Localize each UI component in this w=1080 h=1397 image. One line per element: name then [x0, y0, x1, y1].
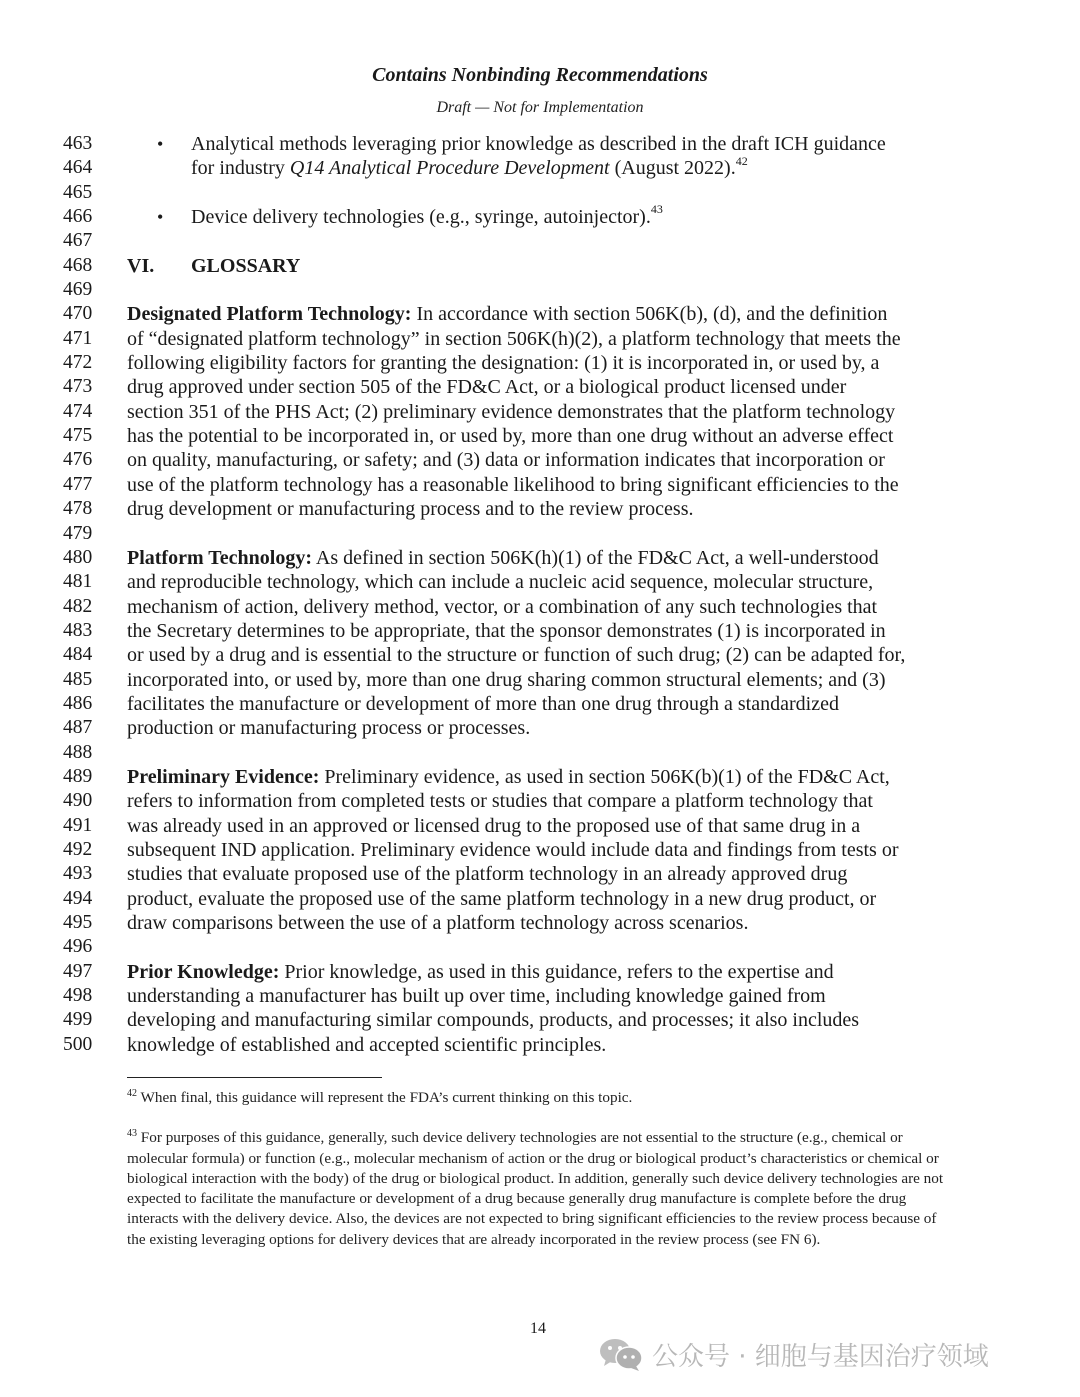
- text-run: subsequent IND application. Preliminary evidence would include data and findings from tests or: [127, 838, 899, 861]
- section-number: VI.: [127, 254, 155, 277]
- text-run: Analytical methods leveraging prior knowledge as described in the draft ICH guidance: [191, 133, 886, 155]
- line-text: [127, 302, 887, 326]
- line-text: [127, 424, 893, 448]
- bullet-icon: •: [157, 207, 164, 228]
- text-run: following eligibility factors for granting the designation: (1) it is incorporated in, or used by, a: [127, 352, 880, 375]
- text-run: (August 2022).: [609, 157, 736, 180]
- document-header-subtitle: Draft — Not for Implementation: [436, 99, 644, 116]
- document-line: [0, 643, 1080, 667]
- text-run: mechanism of action, delivery method, vector, or a combination of any such technologies that: [127, 595, 878, 618]
- line-number: 471: [63, 327, 93, 349]
- line-text: [127, 765, 890, 789]
- line-number: 463: [63, 133, 93, 154]
- text-run: use of the platform technology has a reasonable likelihood to bring significant efficiencies to the: [127, 473, 899, 496]
- footnote: [127, 1128, 957, 1250]
- line-number: 490: [63, 790, 93, 812]
- document-line: [0, 887, 1080, 911]
- line-number: 469: [63, 279, 93, 301]
- line-text: [127, 814, 860, 838]
- glossary-term: Designated Platform Technology:: [127, 303, 412, 326]
- line-text: [127, 1033, 606, 1057]
- line-text: [127, 716, 530, 740]
- document-line: [0, 132, 1080, 156]
- document-line: [0, 497, 1080, 521]
- document-line: [0, 327, 1080, 351]
- line-number: 497: [63, 960, 93, 982]
- footnote-reference[interactable]: 42: [735, 153, 748, 168]
- footnote-mark: 42: [127, 1087, 137, 1099]
- document-line: [0, 814, 1080, 838]
- text-run: Prior knowledge, as used in this guidance, refers to the expertise and: [279, 960, 834, 983]
- line-number: 500: [63, 1033, 93, 1055]
- footnote-reference[interactable]: 43: [650, 202, 663, 217]
- line-text: [191, 132, 886, 156]
- text-run: the Secretary determines to be appropriate, that the sponsor demonstrates (1) is incorporated in: [127, 619, 886, 642]
- text-run: for industry: [191, 157, 290, 180]
- document-line: [0, 302, 1080, 326]
- line-number: 489: [63, 765, 93, 787]
- document-line: [0, 351, 1080, 375]
- watermark: [598, 1336, 989, 1372]
- line-number: 483: [63, 619, 93, 641]
- glossary-term: Prior Knowledge:: [127, 960, 280, 983]
- line-number: 475: [63, 425, 93, 447]
- text-run: or used by a drug and is essential to the structure or function of such drug; (2) can be adapted for,: [127, 644, 906, 667]
- document-line: [0, 546, 1080, 570]
- footnotes: [127, 1088, 957, 1270]
- line-number: 476: [63, 449, 93, 471]
- line-text: [127, 546, 879, 570]
- line-text: [127, 375, 846, 399]
- line-number: 484: [63, 644, 93, 666]
- document-line: [0, 181, 1080, 205]
- document-line: [0, 570, 1080, 594]
- text-run: understanding a manufacturer has built up over time, including knowledge gained from: [127, 985, 826, 1008]
- line-number: 485: [63, 668, 93, 690]
- line-text: [127, 643, 905, 667]
- text-run: and reproducible technology, which can include a nucleic acid sequence, molecular structure,: [127, 571, 874, 594]
- text-run: Preliminary evidence, as used in section 506K(b)(1) of the FD&C Act,: [319, 765, 890, 788]
- document-line: [0, 741, 1080, 765]
- line-number: 470: [63, 303, 93, 325]
- line-number: 492: [63, 838, 93, 860]
- section-title: GLOSSARY: [191, 254, 301, 277]
- text-run: incorporated into, or used by, more than one drug sharing common structural elements; and (3): [127, 668, 886, 691]
- line-text: [127, 448, 885, 472]
- line-number: 465: [63, 181, 93, 203]
- line-text: [127, 351, 879, 375]
- line-text: [191, 153, 748, 180]
- bullet-icon: •: [157, 134, 164, 154]
- line-text: [127, 327, 901, 351]
- document-line: [0, 911, 1080, 935]
- text-run: As defined in section 506K(h)(1) of the FD&C Act, a well-understood: [312, 546, 879, 569]
- text-run: studies that evaluate proposed use of the platform technology in an already approved drug: [127, 863, 848, 886]
- line-text: [127, 862, 847, 886]
- line-number: 472: [63, 352, 93, 374]
- line-number: 480: [63, 546, 93, 568]
- document-line: [0, 619, 1080, 643]
- text-run: drug development or manufacturing process and to the review process.: [127, 498, 694, 521]
- line-text: [127, 619, 886, 643]
- document-line: [0, 424, 1080, 448]
- document-line: [0, 984, 1080, 1008]
- text-run: section 351 of the PHS Act; (2) preliminary evidence demonstrates that the platform technology: [127, 400, 896, 423]
- line-text: [127, 497, 693, 521]
- document-line: [0, 375, 1080, 399]
- document-line: [0, 716, 1080, 740]
- line-number: 487: [63, 717, 93, 739]
- document-header-title: Contains Nonbinding Recommendations: [372, 64, 708, 86]
- line-number: 491: [63, 814, 93, 836]
- line-text: [127, 984, 826, 1008]
- document-line: [0, 668, 1080, 692]
- line-number: 474: [63, 400, 93, 422]
- text-run: on quality, manufacturing, or safety; and (3) data or information indicates that incorporation or: [127, 449, 885, 472]
- line-number: 477: [63, 473, 93, 495]
- line-number: 479: [63, 522, 93, 544]
- line-number: 468: [63, 254, 93, 276]
- document-line: [0, 473, 1080, 497]
- document-line: [0, 935, 1080, 959]
- line-number: 496: [63, 936, 93, 958]
- line-text: [127, 960, 834, 984]
- line-text: [127, 1008, 859, 1032]
- text-run: Device delivery technologies (e.g., syringe, autoinjector).: [191, 206, 651, 229]
- document-line: [0, 400, 1080, 424]
- glossary-term: Preliminary Evidence:: [127, 765, 320, 788]
- text-run: was already used in an approved or licensed drug to the proposed use of that same drug in a: [127, 814, 861, 837]
- footnote-text: When final, this guidance will represent the FDA’s current thinking on this topic.: [137, 1089, 633, 1106]
- line-number: 493: [63, 863, 93, 885]
- line-number: 495: [63, 912, 93, 933]
- document-line: [0, 789, 1080, 813]
- text-run: In accordance with section 506K(b), (d), and the definition: [411, 303, 888, 326]
- document-line: [0, 522, 1080, 546]
- document-line: [0, 1033, 1080, 1057]
- footnote: [127, 1088, 957, 1108]
- watermark-text: 公众号 · 细胞与基因治疗领域: [652, 1341, 989, 1372]
- footnote-text: For purposes of this guidance, generally, such device delivery technologies are not essential to the structure (e.g., chemical or molecular formula) or function (e.g., molecular mechanism of action or the drug or biological product’s characteristics or chemical or biological interaction with the body) of the drug or biological product. In addition, generally such device delivery technologies are not expected to facilitate the manufacture or development of a drug because generally drug manufacture is complete before the drug interacts with the delivery device. Also, the devices are not expected to bring significant efficiencies to the review process because of the existing leveraging options for delivery devices that are already incorporated in the review process (see FN 6).: [127, 1129, 944, 1248]
- document-line: [0, 448, 1080, 472]
- line-text: [127, 570, 873, 594]
- line-number: 481: [63, 571, 93, 593]
- footnote-divider: [127, 1077, 382, 1078]
- document-line: [0, 254, 1080, 278]
- text-run: knowledge of established and accepted scientific principles.: [127, 1033, 607, 1056]
- line-text: [127, 668, 886, 692]
- text-run: has the potential to be incorporated in, or used by, more than one drug without an adverse effect: [127, 425, 894, 448]
- line-number: 499: [63, 1009, 93, 1031]
- line-text: [127, 595, 877, 619]
- text-run: drug approved under section 505 of the FD&C Act, or a biological product licensed under: [127, 376, 847, 399]
- document-line: [0, 202, 1080, 229]
- document-line: [0, 153, 1080, 180]
- line-number: 488: [63, 741, 93, 763]
- text-run: draw comparisons between the use of a platform technology across scenarios.: [127, 912, 749, 934]
- document-line: [0, 595, 1080, 619]
- line-number: 482: [63, 595, 93, 617]
- line-number: 486: [63, 692, 93, 714]
- wechat-icon: [598, 1337, 644, 1371]
- line-number: 467: [63, 230, 93, 252]
- document-line: [0, 765, 1080, 789]
- line-text: [191, 202, 663, 229]
- line-text: [127, 789, 873, 813]
- line-text: [127, 887, 876, 911]
- footnote-mark: 43: [127, 1128, 137, 1140]
- text-run: production or manufacturing process or processes.: [127, 717, 531, 740]
- document-line: [0, 862, 1080, 886]
- document-line: [0, 278, 1080, 302]
- line-number: 478: [63, 498, 93, 520]
- numbered-lines: [0, 132, 1080, 1057]
- document-line: [0, 229, 1080, 253]
- line-text: [127, 473, 899, 497]
- line-number: 498: [63, 985, 93, 1007]
- text-run: facilitates the manufacture or development of more than one drug through a standardized: [127, 692, 839, 715]
- text-run: product, evaluate the proposed use of the same platform technology in a new drug product, or: [127, 887, 877, 910]
- document-line: [0, 1008, 1080, 1032]
- glossary-term: Platform Technology:: [127, 546, 312, 569]
- line-number: 494: [63, 887, 93, 909]
- text-run: of “designated platform technology” in section 506K(h)(2), a platform technology that meets the: [127, 327, 901, 350]
- page-number: 14: [530, 1320, 546, 1337]
- text-run: Q14 Analytical Procedure Development: [289, 157, 610, 180]
- line-number: 466: [63, 206, 93, 228]
- document-line: [0, 692, 1080, 716]
- text-run: refers to information from completed tests or studies that compare a platform technology that: [127, 790, 873, 813]
- document-line: [0, 960, 1080, 984]
- text-run: developing and manufacturing similar compounds, products, and processes; it also includes: [127, 1009, 860, 1032]
- line-number: 473: [63, 376, 93, 398]
- line-text: [127, 838, 898, 862]
- document-line: [0, 838, 1080, 862]
- line-number: 464: [63, 157, 93, 179]
- line-text: [127, 911, 748, 935]
- line-text: [127, 692, 839, 716]
- line-text: [127, 400, 895, 424]
